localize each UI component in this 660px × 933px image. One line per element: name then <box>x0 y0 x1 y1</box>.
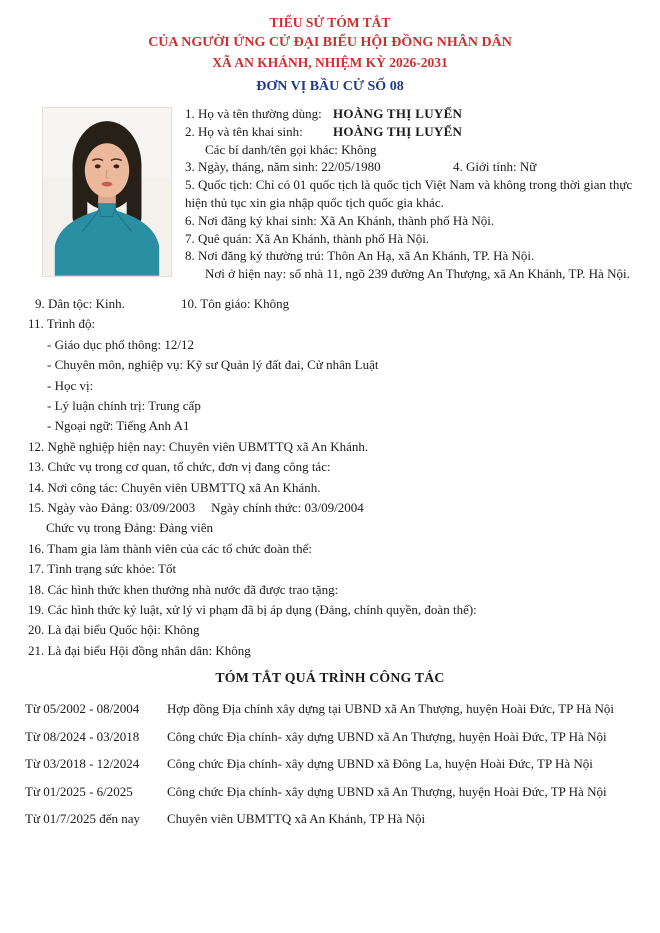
career-period: Từ 05/2002 - 08/2004 <box>25 701 140 717</box>
field-current-address: Nơi ở hiện nay: số nhà 11, ngõ 239 đường An Thượng, xã An Khánh, TP. Hà Nội. <box>205 266 630 282</box>
field-awards: 18. Các hình thức khen thưởng nhà nước đã được trao tặng: <box>28 581 339 597</box>
field-birthplace: 6. Nơi đăng ký khai sinh: Xã An Khánh, thành phố Hà Nội. <box>185 212 495 228</box>
career-row <box>25 784 652 800</box>
field-permanent-residence: 8. Nơi đăng ký thường trú: Thôn An Hạ, xã An Khánh, TP. Hà Nội. <box>185 248 535 264</box>
field-national-assembly: 20. Là đại biểu Quốc hội: Không <box>28 622 200 638</box>
edu-general: - Giáo dục phổ thông: 12/12 <box>47 336 194 352</box>
top-section <box>0 98 660 283</box>
career-description: Công chức Địa chính- xây dựng UBND xã An Thượng, huyện Hoài Đức, TP Hà Nội <box>167 728 607 744</box>
career-period: Từ 01/2025 - 6/2025 <box>25 783 133 799</box>
career-period: Từ 03/2018 - 12/2024 <box>25 756 140 772</box>
portrait-illustration <box>43 108 171 276</box>
field-ethnicity: 9. Dân tộc: Kinh. <box>35 295 125 311</box>
document-subtitle: CỦA NGƯỜI ỨNG CỬ ĐẠI BIỂU HỘI ĐỒNG NHÂN DÂN <box>148 35 512 50</box>
field-hometown: 7. Quê quán: Xã An Khánh, thành phố Hà Nội. <box>185 230 430 246</box>
field-nationality: 5. Quốc tịch: Chỉ có 01 quốc tịch là quốc tịch Việt Nam và không trong thời gian thực hiện thủ tục xin gia nhập quốc tịch quốc gia khác. <box>185 177 633 210</box>
edu-foreign-language: - Ngoại ngữ: Tiếng Anh A1 <box>47 418 190 434</box>
field-education-heading: 11. Trình độ: <box>28 316 96 332</box>
edu-political-theory: - Lý luận chính trị: Trung cấp <box>47 398 201 413</box>
career-row <box>25 811 652 827</box>
edu-degree: - Học vị: <box>47 377 94 393</box>
field-alias: Các bí danh/tên gọi khác: Không <box>205 141 377 157</box>
field-dob: 3. Ngày, tháng, năm sinh: 22/05/1980 <box>185 159 381 175</box>
field-religion: 10. Tôn giáo: Không <box>181 295 290 311</box>
field-health: 17. Tình trạng sức khỏe: Tốt <box>28 561 177 577</box>
field-workplace: 14. Nơi công tác: Chuyên viên UBMTTQ xã An Khánh. <box>28 479 321 495</box>
career-row <box>25 756 652 772</box>
field-position: 13. Chức vụ trong cơ quan, tổ chức, đơn vị đang công tác: <box>28 459 331 475</box>
career-description: Công chức Địa chính- xây dựng UBND xã Đông La, huyện Hoài Đức, TP Hà Nội <box>167 756 593 772</box>
field-gender: 4. Giới tính: Nữ <box>453 159 537 175</box>
field-party-official-date: Ngày chính thức: 03/09/2004 <box>211 500 364 516</box>
career-description: Hợp đồng Địa chính xây dựng tại UBND xã An Thượng, huyện Hoài Đức, TP Hà Nội <box>167 701 614 717</box>
career-description: Chuyên viên UBMTTQ xã An Khánh, TP Hà Nội <box>167 811 426 827</box>
candidate-photo <box>42 107 172 277</box>
field-party-join-date: 15. Ngày vào Đảng: 03/09/2003 <box>28 500 196 516</box>
personal-info-column <box>185 105 652 283</box>
field-birth-name-value: HOÀNG THỊ LUYẾN <box>333 123 463 139</box>
field-memberships: 16. Tham gia làm thành viên của các tổ chức đoàn thể: <box>28 540 313 556</box>
career-row <box>25 729 652 745</box>
document-header <box>0 0 660 98</box>
career-table <box>0 686 660 827</box>
career-period: Từ 08/2024 - 03/2018 <box>25 728 140 744</box>
field-party-dates <box>28 498 652 518</box>
career-description: Công chức Địa chính- xây dựng UBND xã An Thượng, huyện Hoài Đức, TP Hà Nội <box>167 783 607 799</box>
field-common-name-label: 1. Họ và tên thường dùng: <box>185 106 322 121</box>
career-row <box>25 701 652 717</box>
election-unit: ĐƠN VỊ BẦU CỬ SỐ 08 <box>256 79 404 94</box>
field-common-name-value: HOÀNG THỊ LUYẾN <box>333 106 463 121</box>
document-term: XÃ AN KHÁNH, NHIỆM KỲ 2026-2031 <box>212 55 448 70</box>
document-title: TIỂU SỬ TÓM TẮT <box>269 15 391 30</box>
career-period: Từ 01/7/2025 đến nay <box>25 811 141 827</box>
field-common-name <box>185 105 652 123</box>
details-section <box>0 283 660 661</box>
career-section-title: TÓM TẮT QUÁ TRÌNH CÔNG TÁC <box>215 670 445 686</box>
field-birth-name <box>185 123 652 141</box>
field-dob-gender-row <box>185 158 652 176</box>
field-peoples-council: 21. Là đại biểu Hội đồng nhân dân: Không <box>28 642 251 658</box>
field-discipline: 19. Các hình thức kỷ luật, xử lý vi phạm đã bị áp dụng (Đảng, chính quyền, đoàn thể): <box>28 602 477 618</box>
field-occupation: 12. Nghề nghiệp hiện nay: Chuyên viên UBMTTQ xã An Khánh. <box>28 438 369 454</box>
field-ethnicity-religion-row <box>28 294 652 314</box>
edu-professional: - Chuyên môn, nghiệp vụ: Kỹ sư Quản lý đất đai, Cử nhân Luật <box>47 357 379 373</box>
field-party-position: Chức vụ trong Đảng: Đảng viên <box>46 520 213 536</box>
field-birth-name-label: 2. Họ và tên khai sinh: <box>185 123 303 139</box>
